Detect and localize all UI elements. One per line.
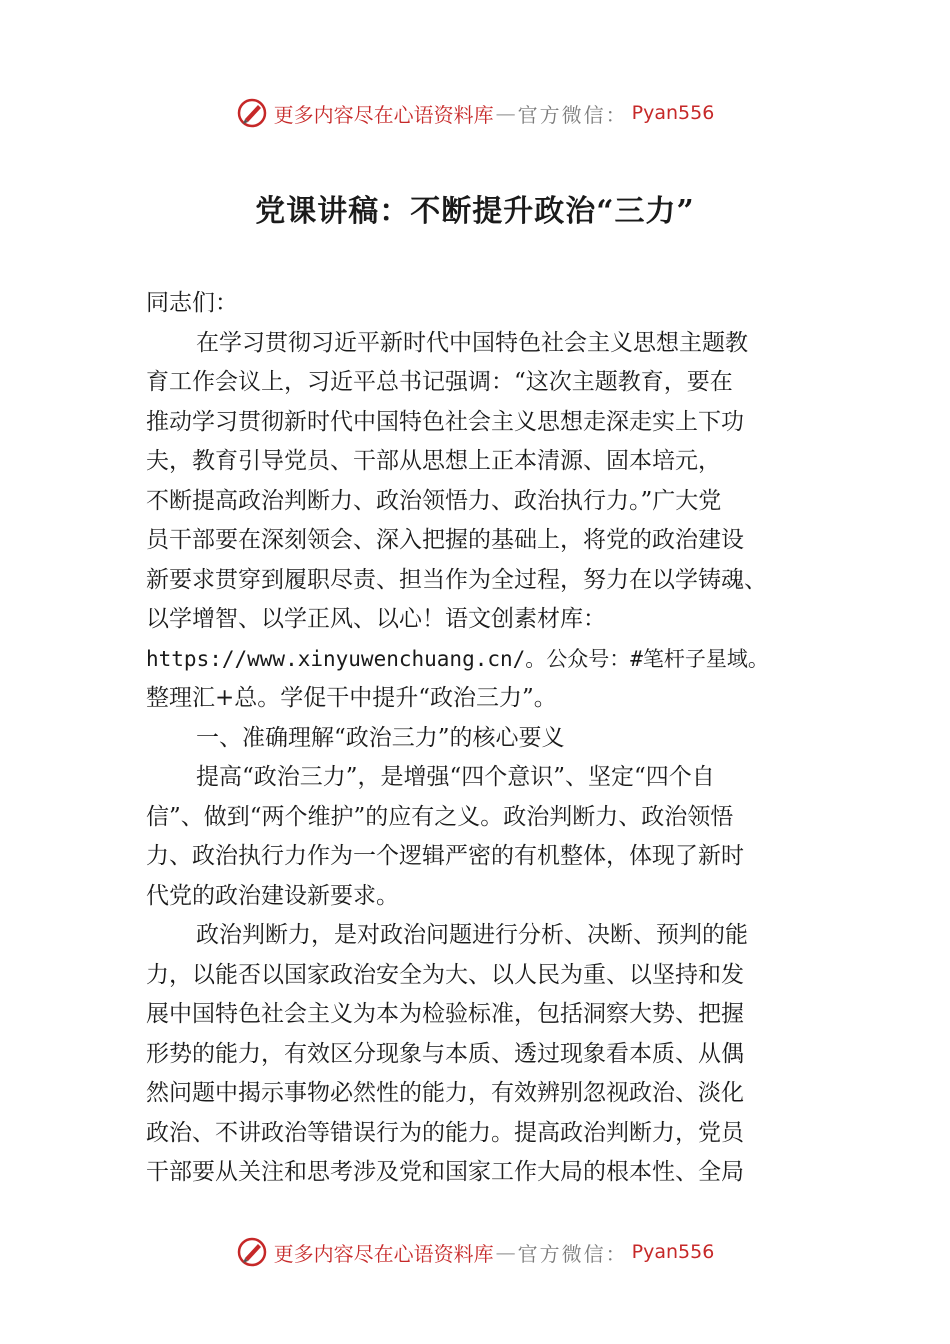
watermark-id: Pyan556 — [631, 102, 715, 124]
watermark-official: 官方微信： — [517, 1241, 628, 1266]
section-heading: 一、准确理解“政治三力”的核心要义 — [196, 724, 565, 751]
paragraph-line: 政治、不讲政治等错误行为的能力。提高政治判断力，党员 — [146, 1119, 744, 1146]
paragraph-line: 形势的能力，有效区分现象与本质、透过现象看本质、从偶 — [146, 1040, 744, 1067]
logo-icon — [236, 1236, 268, 1268]
paragraph-line: 政治判断力，是对政治问题进行分析、决断、预判的能 — [196, 922, 748, 948]
paragraph-line: 推动学习贯彻新时代中国特色社会主义思想走深走实上下功 — [146, 408, 744, 435]
paragraph-line: 不断提高政治判断力、政治领悟力、政治执行力。”广大党 — [146, 487, 722, 514]
paragraph-line: 提高“政治三力”，是增强“四个意识”、坚定“四个自 — [196, 764, 715, 790]
paragraph-line: 在学习贯彻习近平新时代中国特色社会主义思想主题教 — [196, 329, 748, 356]
paragraph-line: 夫，教育引导党员、干部从思想上正本清源、固本培元， — [146, 448, 721, 474]
paragraph-line: 员干部要在深刻领会、深入把握的基础上，将党的政治建设 — [146, 527, 744, 553]
header-watermark — [0, 93, 950, 133]
watermark-text: 更多内容尽在心语资料库 — [273, 102, 494, 127]
paragraph-line: 育工作会议上，习近平总书记强调：“这次主题教育，要在 — [146, 369, 733, 395]
watermark-text: 更多内容尽在心语资料库 — [273, 1241, 494, 1266]
document-title: 党课讲稿：不断提升政治“三力” — [255, 194, 695, 229]
paragraph-line: 展中国特色社会主义为本为检验标准，包括洞察大势、把握 — [146, 1001, 744, 1027]
paragraph-line: 力，以能否以国家政治安全为大、以人民为重、以坚持和发 — [146, 961, 744, 988]
paragraph-line: 代党的政治建设新要求。 — [146, 882, 399, 909]
paragraph-line: 干部要从关注和思考涉及党和国家工作大局的根本性、全局 — [146, 1159, 744, 1185]
url-line: https://www.xinyuwenchuang.cn/。公众号：#笔杆子星域。 — [146, 646, 769, 671]
paragraph-line: 以学增智、以学正风、以心！语文创素材库： — [146, 606, 606, 632]
salutation: 同志们： — [146, 290, 238, 316]
paragraph-line: 新要求贯穿到履职尽责、担当作为全过程，努力在以学铸魂、 — [146, 566, 767, 593]
document-body — [146, 284, 826, 1193]
watermark-id: Pyan556 — [631, 1241, 715, 1263]
paragraph-line: 整理汇+总。学促干中提升“政治三力”。 — [146, 685, 557, 711]
footer-watermark — [0, 1232, 950, 1272]
watermark-dash: — — [495, 1240, 516, 1264]
paragraph-line: 力、政治执行力作为一个逻辑严密的有机整体，体现了新时 — [146, 843, 744, 869]
watermark-official: 官方微信： — [517, 102, 628, 127]
paragraph-line: 信”、做到“两个维护”的应有之义。政治判断力、政治领悟 — [146, 803, 734, 830]
watermark-dash: — — [495, 101, 516, 125]
paragraph-line: 然问题中揭示事物必然性的能力，有效辨别忽视政治、淡化 — [146, 1080, 744, 1106]
logo-icon — [236, 97, 268, 129]
